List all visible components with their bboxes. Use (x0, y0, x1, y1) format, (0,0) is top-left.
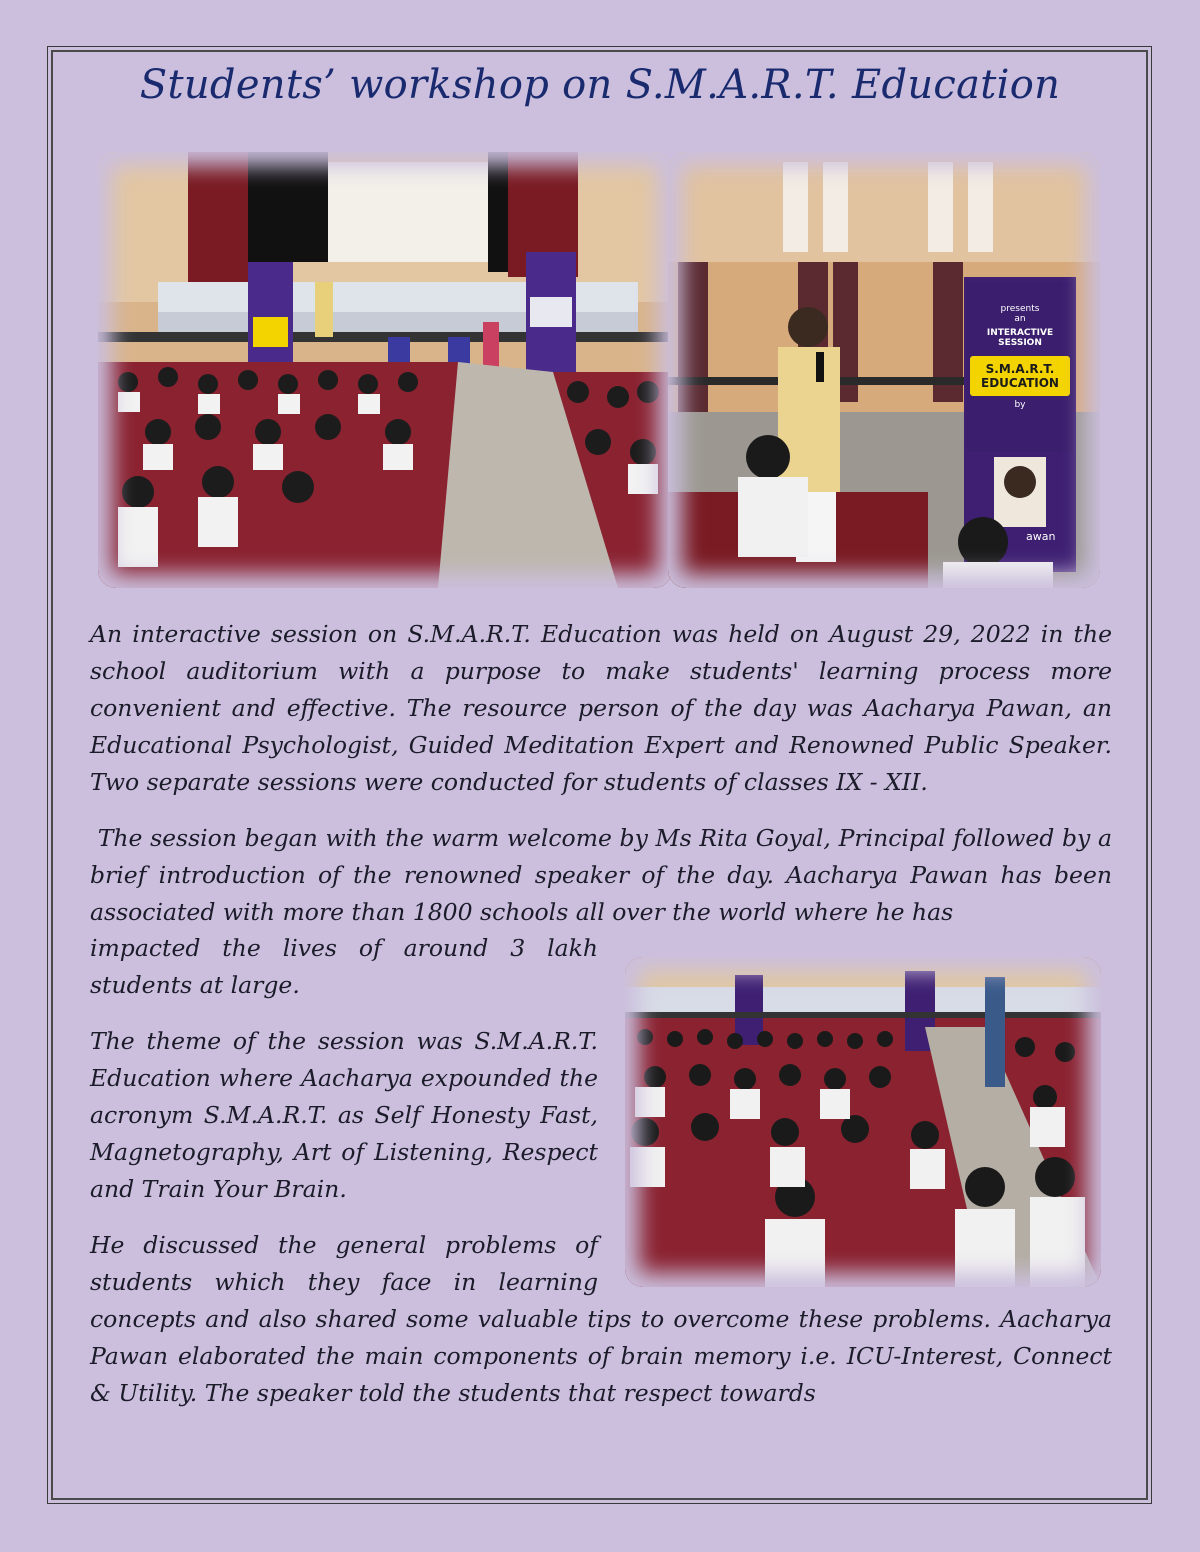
audience-photo-icon (625, 957, 1101, 1287)
speaker-photo (668, 152, 1100, 588)
paragraph-welcome-tail: impacted the lives of around 3 lakh students at large. (90, 934, 598, 999)
paragraph-theme: The theme of the session was S.M.A.R.T. Education where Aacharya expounded the acronym S.M.A.R.T. as Self Honesty Fast, Magnetography, Art of Listening, Respect and Train Your Brain. (90, 1027, 598, 1203)
banner-an: an (1014, 314, 1026, 324)
banner-smart: S.M.A.R.T. EDUCATION (970, 356, 1070, 396)
page-title: Students’ workshop on S.M.A.R.T. Education (139, 62, 1061, 108)
auditorium-photo-icon (98, 152, 672, 588)
paragraph-problems-head: He discussed the general problems of students which they face in learning (90, 1231, 598, 1296)
banner-by: by (1014, 400, 1026, 410)
banner-name-fragment: awan (1026, 530, 1056, 543)
audience-photo (625, 957, 1101, 1287)
paragraph-problems-tail: concepts and also shared some valuable tips to overcome these problems. Aacharya Pawan elaborated the main components of brain memory i.e. ICU-Interest, Connect & Utility. The speaker told the students that respect towards (90, 1305, 1112, 1407)
paragraph-intro: An interactive session on S.M.A.R.T. Education was held on August 29, 2022 in the school auditorium with a purpose to make students' learning process more convenient and effective. The resource person of the day was Aacharya Pawan, an Educational Psychologist, Guided Meditation Expert and Renowned Public Speaker. Two separate sessions were conducted for students of classes IX - XII. (90, 620, 1112, 796)
banner-session: INTERACTIVE SESSION (986, 328, 1054, 348)
paragraph-welcome: The session began with the warm welcome by Ms Rita Goyal, Principal followed by a brief introduction of the renowned speaker of the day. Aacharya Pawan has been associated with more than 1800 schools all over the world where he has (90, 824, 1120, 926)
session-banner (966, 282, 1074, 452)
banner-presents: presents (1000, 304, 1040, 314)
auditorium-photo (98, 152, 672, 588)
